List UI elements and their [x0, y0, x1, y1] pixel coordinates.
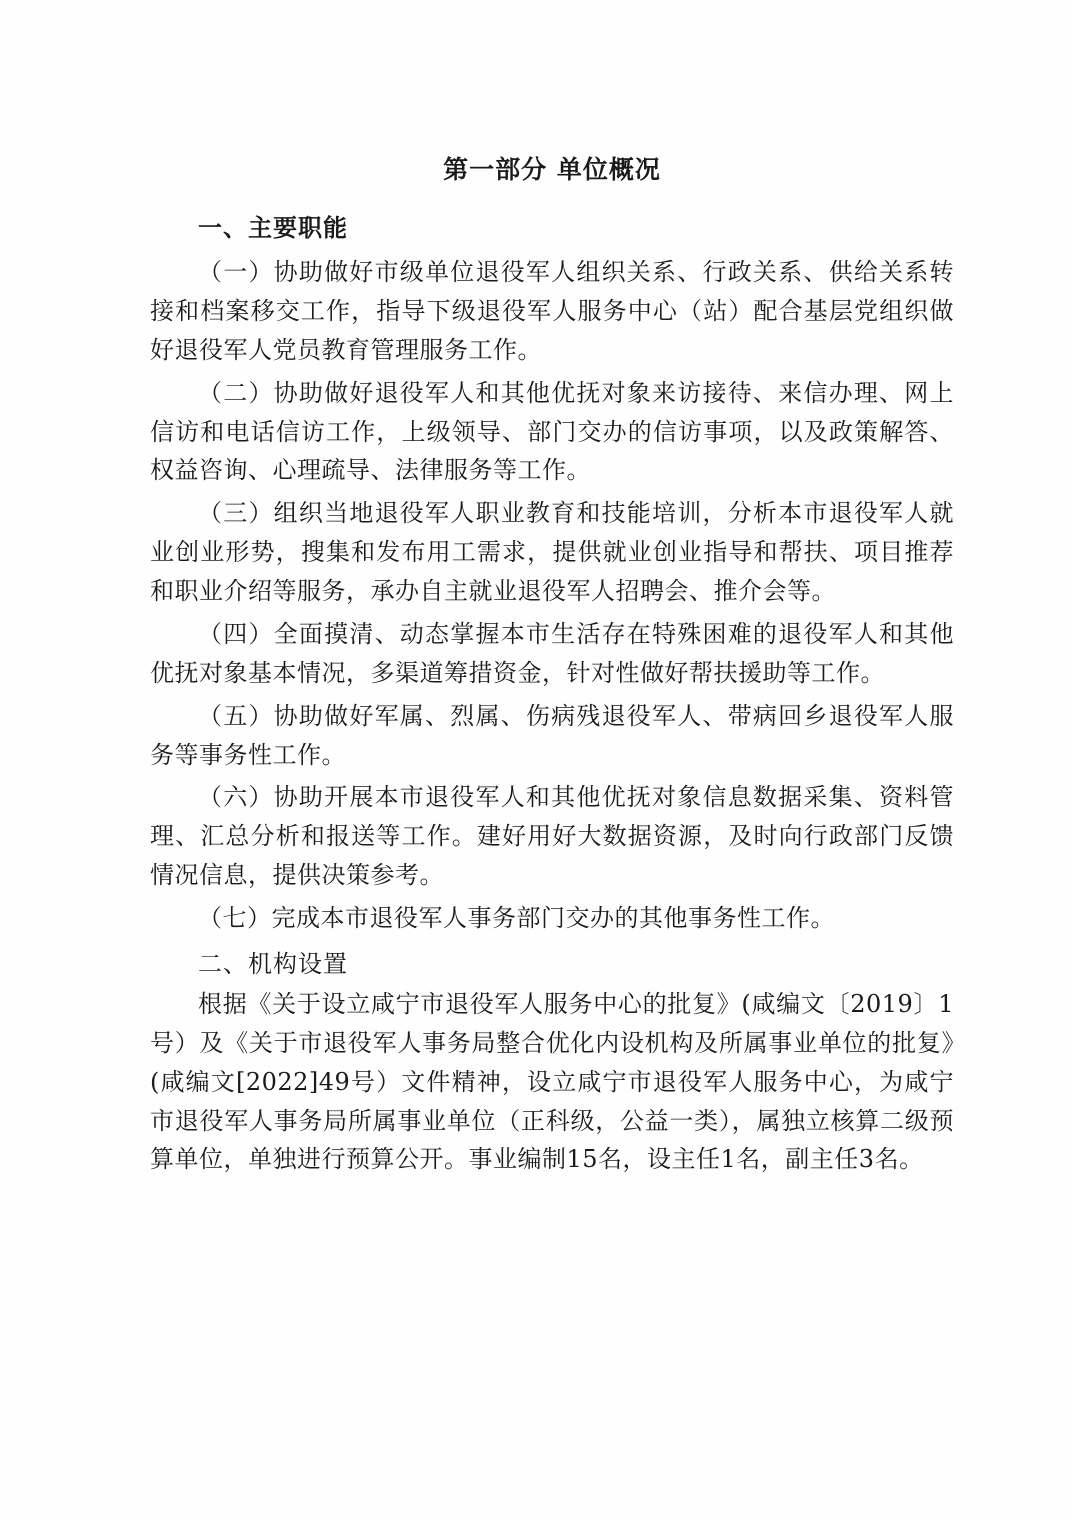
section-heading-main-duties: 一、主要职能	[198, 213, 348, 242]
paragraph: （一）协助做好市级单位退役军人组织关系、行政关系、供给关系转接和档案移交工作，指导下级退役军人服务中心（站）配合基层党组织做好退役军人党员教育管理服务工作。	[150, 258, 954, 364]
section-main-duties	[150, 208, 954, 938]
paragraph: （四）全面摸清、动态掌握本市生活存在特殊困难的退役军人和其他优抚对象基本情况，多渠道筹措资金，针对性做好帮扶援助等工作。	[150, 619, 954, 687]
section-heading-organization: 二、机构设置	[198, 949, 348, 978]
paragraph: （三）组织当地退役军人职业教育和技能培训，分析本市退役军人就业创业形势，搜集和发布用工需求，提供就业创业指导和帮扶、项目推荐和职业介绍等服务，承办自主就业退役军人招聘会、推介会等。	[150, 499, 954, 605]
paragraph: （七）完成本市退役军人事务部门交办的其他事务性工作。	[198, 904, 835, 932]
section-organization	[150, 944, 954, 1179]
page-title: 第一部分 单位概况	[443, 155, 661, 184]
paragraph: （六）协助开展本市退役军人和其他优抚对象信息数据采集、资料管理、汇总分析和报送等工作。建好用好大数据资源，及时向行政部门反馈情况信息，提供决策参考。	[150, 783, 954, 890]
paragraph: （五）协助做好军属、烈属、伤病残退役军人、带病回乡退役军人服务等事务性工作。	[150, 701, 954, 769]
paragraph: （二）协助做好退役军人和其他优抚对象来访接待、来信办理、网上信访和电话信访工作，上级领导、部门交办的信访事项，以及政策解答、权益咨询、心理疏导、法律服务等工作。	[150, 378, 954, 485]
paragraph: 根据《关于设立咸宁市退役军人服务中心的批复》(咸编文〔2019〕1号）及《关于市退役军人事务局整合优化内设机构及所属事业单位的批复》(咸编文[2022]49号）文件精神，设立咸宁市退役军人服务中心，为咸宁市退役军人事务局所属事业单位（正科级，公益一类），属独立核算二级预算单位，单独进行预算公开。事业编制15名，设主任1名，副主任3名。	[150, 989, 954, 1174]
